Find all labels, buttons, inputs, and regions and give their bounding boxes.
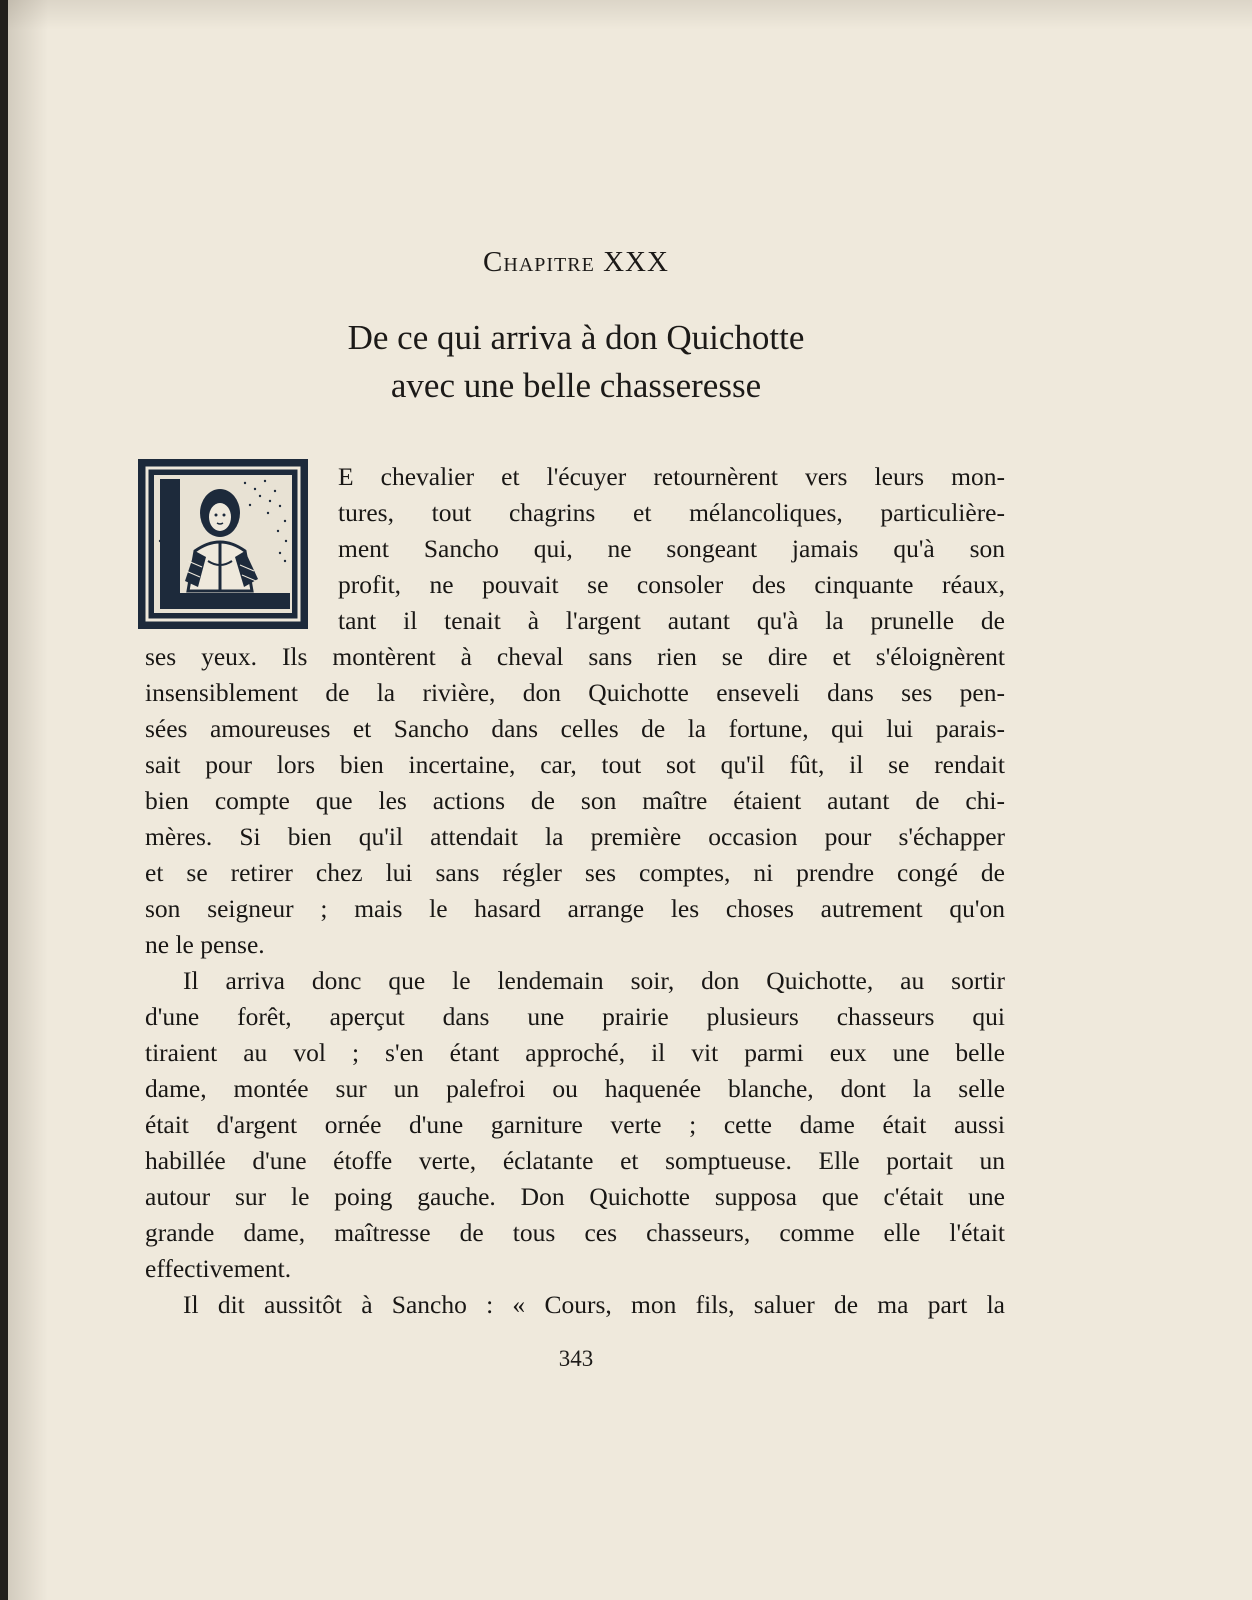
text-line: insensiblement de la rivière, don Quichotte enseveli dans ses pen- xyxy=(145,678,1005,707)
text-line: sées amoureuses et Sancho dans celles de la fortune, qui lui parais- xyxy=(145,714,1005,743)
text-line: Il arriva donc que le lendemain soir, don Quichotte, au sortir xyxy=(183,966,1005,995)
text-line: ses yeux. Ils montèrent à cheval sans rien se dire et s'éloignèrent xyxy=(145,642,1005,671)
text-line: grande dame, maîtresse de tous ces chasseurs, comme elle l'était xyxy=(145,1218,1005,1247)
chapter-label-number: XXX xyxy=(603,246,669,278)
chapter-label-prefix: Chapitre xyxy=(483,246,595,278)
text-line: était d'argent ornée d'une garniture verte ; cette dame était aussi xyxy=(145,1110,1005,1139)
chapter-title-line-1: De ce qui arriva à don Quichotte xyxy=(347,318,805,357)
text-line: d'une forêt, aperçut dans une prairie plusieurs chasseurs qui xyxy=(145,1002,1005,1031)
text-line: Il dit aussitôt à Sancho : « Cours, mon fils, saluer de ma part la xyxy=(183,1290,1005,1319)
chapter-title xyxy=(8,314,1144,410)
drop-cap-illustration xyxy=(140,461,306,627)
text-line: tant il tenait à l'argent autant qu'à la prunelle de xyxy=(338,606,1005,635)
text-line: effectivement. xyxy=(145,1254,292,1283)
text-line: tiraient au vol ; s'en étant approché, il vit parmi eux une belle xyxy=(145,1038,1005,1067)
text-line: profit, ne pouvait se consoler des cinquante réaux, xyxy=(338,570,1005,599)
text-line: habillée d'une étoffe verte, éclatante et somptueuse. Elle portait un xyxy=(145,1146,1005,1175)
page-number: 343 xyxy=(558,1346,594,1371)
chapter-title-line-2: avec une belle chasseresse xyxy=(390,366,762,405)
text-line: ne le pense. xyxy=(145,930,265,959)
text-line: ment Sancho qui, ne songeant jamais qu'à son xyxy=(338,534,1005,563)
illuminated-initial-woman-icon xyxy=(138,459,308,629)
text-line: autour sur le poing gauche. Don Quichotte supposa que c'était une xyxy=(145,1182,1005,1211)
text-line: dame, montée sur un palefroi ou haquenée blanche, dont la selle xyxy=(145,1074,1005,1103)
text-line: E chevalier et l'écuyer retournèrent vers leurs mon- xyxy=(338,462,1005,491)
text-line: mères. Si bien qu'il attendait la première occasion pour s'échapper xyxy=(145,822,1005,851)
book-page xyxy=(8,0,1252,1600)
text-line: tures, tout chagrins et mélancoliques, particulière- xyxy=(338,498,1005,527)
text-line: bien compte que les actions de son maître étaient autant de chi- xyxy=(145,786,1005,815)
text-line: son seigneur ; mais le hasard arrange les choses autrement qu'on xyxy=(145,894,1005,923)
text-line: et se retirer chez lui sans régler ses comptes, ni prendre congé de xyxy=(145,858,1005,887)
chapter-label xyxy=(8,246,1144,279)
text-line: sait pour lors bien incertaine, car, tout sot qu'il fût, il se rendait xyxy=(145,750,1005,779)
